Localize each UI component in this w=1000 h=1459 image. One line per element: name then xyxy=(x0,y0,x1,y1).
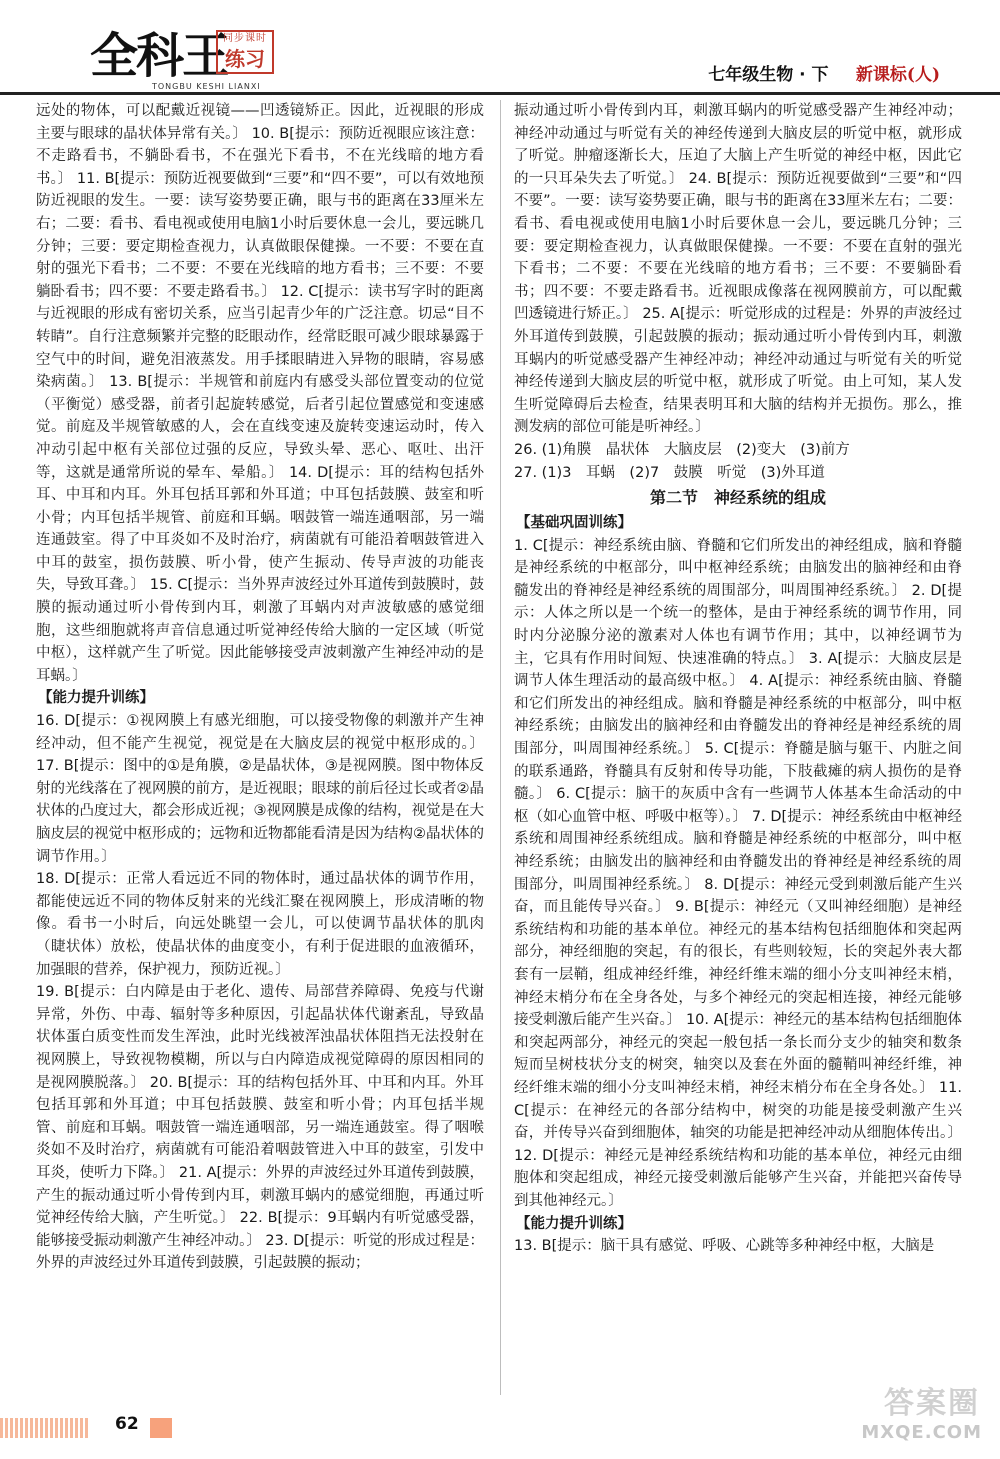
footer-tab xyxy=(150,1418,172,1438)
answer-block: 1. C[提示：神经系统由脑、脊髓和它们所发出的神经组成，脑和脊髓是神经系统的中枢部分，叫中枢神经系统；由脑发出的脑神经和由脊髓发出的脊神经是神经系统的周围部分，叫周围神经系统。〕 2. D[提示：人体之所以是一个统一的整体，是由于神经系统的调节作用，同时内分泌腺分泌的激素对人体也有调节作用；其中，以神经调节为主，它具有作用时间短、快速准确的特点。〕 3. A[提示：大脑皮层是调节人体生理活动的最高级中枢。〕 4. A[提示：神经系统由脑、脊髓和它们所发出的神经组成。脑和脊髓是神经系统的中枢部分，叫中枢神经系统；由脑发出的脑神经和由脊髓发出的脊神经是神经系统的周围部分，叫周围神经系统。〕 5. C[提示：脊髓是脑与躯干、内脏之间的联系通路，脊髓具有反射和传导功能，下肢截瘫的病人损伤的是脊髓。〕 6. C[提示：脑干的灰质中含有一些调节人体基本生命活动的中枢（如心血管中枢、呼吸中枢等）。〕 7. D[提示：神经系统由中枢神经系统和周围神经系统组成。脑和脊髓是神经系统的中枢部分，叫中枢神经系统；由脑发出的脑神经和由脊髓发出的脊神经是神经系统的周围部分，叫周围神经系统。〕 8. D[提示：神经元受到刺激后能产生兴奋，而且能传导兴奋。〕 9. B[提示：神经元（又叫神经细胞）是神经系统结构和功能的基本单位。神经元的基本结构包括细胞体和突起两部分，神经细胞的突起，有的很长，有些则较短，长的突起外表大都套有一层鞘，组成神经纤维，神经纤维末端的细小分支叫神经末梢，神经末梢分布在全身各处，与多个神经元的突起相连接，神经元能够接受刺激后能产生兴奋。〕 10. A[提示：神经元的基本结构包括细胞体和突起两部分，神经元的突起一般包括一条长而分支少的轴突和数条短而呈树枝状分支的树突，轴突以及套在外面的髓鞘叫神经纤维，神经纤维末端的细小分支叫神经末梢，神经末梢分布在全身各处。〕 11. C[提示：在神经元的各部分结构中，树突的功能是接受刺激产生兴奋，并传导兴奋到细胞体，轴突的功能是把神经冲动从细胞体传出。〕 12. D[提示：神经元是神经系统结构和功能的基本单位，神经元由细胞体和突起组成，神经元接受刺激后能够产生兴奋，并能把兴奋传导到其他神经元。〕 xyxy=(514,537,962,1209)
section-label-ability: 【能力提升训练】 xyxy=(38,690,154,707)
logo-pinyin: TONGBU KESHI LIANXI xyxy=(152,82,261,91)
column-divider xyxy=(500,100,501,1395)
answer-line-26: 26. (1)角膜 晶状体 大脑皮层 (2)变大 (3)前方 xyxy=(514,441,850,458)
section-title: 第二节 神经系统的组成 xyxy=(649,488,826,508)
watermark xyxy=(858,1378,988,1453)
answer-block: 振动通过听小骨传到内耳，刺激耳蜗内的听觉感受器产生神经冲动；神经冲动通过与听觉有关的神经传递到大脑皮层的听觉中枢，就形成了听觉。肿瘤逐渐长大，压迫了大脑上产生听觉的神经中枢，因此它的一只耳朵失去了听觉。〕 24. B[提示：预防近视要做到“三要”和“四不要”。一要：读写姿势要正确，眼与书的距离在33厘米左右；二要：看书、看电视或使用电脑1小时后要休息一会儿，要远眺几分钟；三要：要定期检查视力，认真做眼保健操。一不要：不要在直射的强光下看书；二不要：不要在光线暗的地方看书；三不要：不要躺卧看书；四不要：不要走路看书。近视眼成像落在视网膜前方，可以配戴凹透镜进行矫正。〕 25. A[提示：听觉形成的过程是：外界的声波经过外耳道传到鼓膜，引起鼓膜的振动；振动通过听小骨传到内耳，刺激耳蜗内的听觉感受器产生神经冲动；神经冲动通过与听觉有关的听觉神经传递到大脑皮层的听觉中枢，就形成了听觉。由上可知，某人发生听觉障碍后去检查，结果表明耳和大脑的结构并无损伤。那么，推测发病的部位可能是听神经。〕 xyxy=(514,103,962,436)
logo-badge-subtitle: 同步课时 xyxy=(223,33,267,44)
page-footer xyxy=(0,1412,1000,1459)
answer-block: 19. B[提示：白内障是由于老化、遗传、局部营养障碍、免疫与代谢异常，外伤、中毒、辐射等多种原因，引起晶状体代谢紊乱，导致晶状体蛋白质变性而发生浑浊，此时光线被浑浊晶状体阻挡无法投射在视网膜上，导致视物模糊，所以与白内障造成视觉障碍的原因相同的是视网膜脱落。〕 20. B[提示：耳的结构包括外耳、中耳和内耳。外耳包括耳郭和外耳道；中耳包括鼓膜、鼓室和听小骨；内耳包括半规管、前庭和耳蜗。咽鼓管一端连通咽部，另一端连通鼓室。得了咽喉炎如不及时治疗，病菌就有可能沿着咽鼓管进入中耳的鼓室，引发中耳炎，使听力下降。〕 21. A[提示：外界的声波经过外耳道传到鼓膜，产生的振动通过听小骨传到内耳，刺激耳蜗内的感觉细胞，再通过听觉神经传给大脑，产生听觉。〕 22. B[提示：9耳蜗内有听觉感受器，能够接受振动刺激产生神经冲动。〕 23. D[提示：听觉的形成过程是：外界的声波经过外耳道传到鼓膜，引起鼓膜的振动； xyxy=(36,984,484,1272)
answer-block: 远处的物体，可以配戴近视镜——凹透镜矫正。因此，近视眼的形成主要与眼球的晶状体异常有关。〕 10. B[提示：预防近视眼应该注意：不走路看书，不躺卧看书，不在强光下看书，不在光线暗的地方看书。〕 11. B[提示：预防近视要做到“三要”和“四不要”，可以有效地预防近视眼的发生。一要：读写姿势要正确，眼与书的距离在33厘米左右；二要：看书、看电视或使用电脑1小时后要休息一会儿，要远眺几分钟；三要：要定期检查视力，认真做眼保健操。一不要：不要在直射的强光下看书；二不要：不要在光线暗的地方看书；三不要：不要躺卧看书；四不要：不要走路看书。〕 12. C[提示：读书写字时的距离与近视眼的形成有密切关系，应当引起青少年的广泛注意。切忌“目不转睛”。自行注意频繁并完整的眨眼动作，经常眨眼可减少眼球暴露于空气中的时间，避免泪液蒸发。用手揉眼睛进入异物的眼睛，容易感染病菌。〕 13. B[提示：半规管和前庭内有感受头部位置变动的位觉（平衡觉）感受器，前者引起旋转感觉，后者引起位置感觉和变速感觉。前庭及半规管敏感的人，会在直线变速及旋转变速运动时，传入冲动引起中枢有关部位过强的反应，导致头晕、恶心、呕吐、出汗等，这就是通常所说的晕车、晕船。〕 14. D[提示：耳的结构包括外耳、中耳和内耳。外耳包括耳郭和外耳道；中耳包括鼓膜、鼓室和听小骨；内耳包括半规管、前庭和耳蜗。咽鼓管一端连通咽部，另一端连通鼓室。得了中耳炎如不及时治疗，病菌就有可能沿着咽鼓管进入中耳的鼓室，损伤鼓膜、听小骨，使产生振动、传导声波的功能丧失，导致耳聋。〕 15. C[提示：当外界声波经过外耳道传到鼓膜时，鼓膜的振动通过听小骨传到内耳，刺激了耳蜗内对声波敏感的感觉细胞，这些细胞就将声音信息通过听觉神经传给大脑的一定区域（听觉中枢），这样就产生了听觉。因此能够接受声波刺激产生神经冲动的是耳蜗。〕 xyxy=(36,103,484,684)
logo-badge xyxy=(216,30,274,74)
answer-block: 18. D[提示：正常人看远近不同的物体时，通过晶状体的调节作用，都能使远近不同的物体反射来的光线汇聚在视网膜上，形成清晰的物像。看书一小时后，向远处眺望一会儿，可以使调节晶状体的肌肉（睫状体）放松，使晶状体的曲度变小，有利于促进眼的血液循环，加强眼的营养，保护视力，预防近视。〕 xyxy=(36,871,484,978)
watermark-url: MXQE.COM xyxy=(861,1422,982,1443)
answer-line-27: 27. (1)3 耳蜗 (2)7 鼓膜 听觉 (3)外耳道 xyxy=(514,464,825,481)
brand-logo xyxy=(90,28,280,90)
book-title: 七年级生物 · 下 xyxy=(708,65,829,85)
page-number: 62 xyxy=(115,1414,139,1434)
logo-title: 全科王 xyxy=(90,28,229,84)
page-header xyxy=(0,0,1000,95)
left-column xyxy=(36,100,484,1275)
logo-badge-title: 练习 xyxy=(225,47,265,71)
section-label-basic: 【基础巩固训练】 xyxy=(516,515,632,532)
answer-block: 13. B[提示：脑干具有感觉、呼吸、心跳等多种神经中枢，大脑是 xyxy=(514,1238,935,1255)
footer-stripe xyxy=(0,1418,88,1438)
answer-block: 16. D[提示：①视网膜上有感光细胞，可以接受物像的刺激并产生神经冲动，但不能产生视觉，视觉是在大脑皮层的视觉中枢形成的。〕 17. B[提示：图中的①是角膜，②是晶状体，③是视网膜。图中物体反射的光线落在了视网膜的前方，是近视眼；眼球的前后径过长或者②晶状体的凸度过大，都会形成近视；③视网膜是成像的结构，视觉是在大脑皮层的视觉中枢形成的；远物和近物都能看清是因为结构②晶状体的调节作用。〕 xyxy=(36,713,484,865)
section-label-ability: 【能力提升训练】 xyxy=(516,1215,632,1232)
watermark-seal: 答案圈 xyxy=(884,1386,980,1421)
book-edition: 新课标(人) xyxy=(855,65,940,85)
right-column xyxy=(514,100,962,1258)
book-info xyxy=(708,60,940,85)
header-divider xyxy=(0,92,1000,95)
